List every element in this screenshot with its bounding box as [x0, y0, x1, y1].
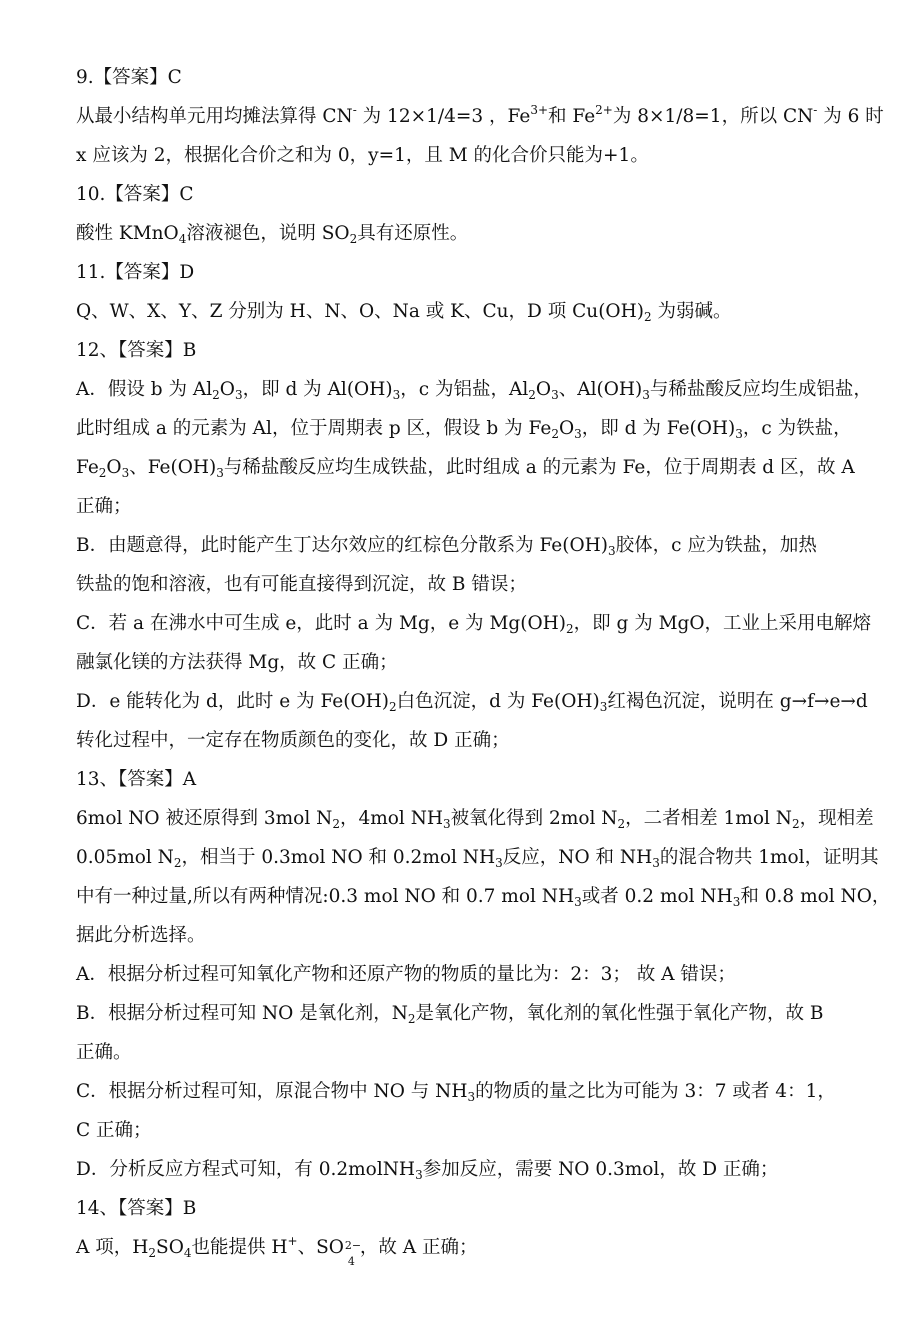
q13-analysis-line-2: 0.05mol $N_2$，相当于 0.3mol NO 和 0.2mol $NH_3$反应，NO 和 $NH_3$的混合物共 1mol，证明其 [76, 847, 879, 870]
q13-option-c-line-2: C 正确； [76, 1120, 152, 1141]
q12-option-a-line-2: 此时组成 a 的元素为 Al，位于周期表 p 区，假设 b 为 $Fe_2O_3$，即 d 为 $Fe(OH)_3$，c 为铁盐， [76, 418, 852, 441]
q12-option-d-line-1: D．e 能转化为 d，此时 e 为 $Fe(OH)_2$白色沉淀，d 为 $Fe(OH)_3$红褐色沉淀，说明在 g→f→e→d [76, 691, 868, 714]
q9-heading: 9.【答案】C [76, 67, 182, 88]
q10-heading: 10.【答案】C [76, 184, 194, 205]
q12-option-c-line-1: C．若 a 在沸水中可生成 e，此时 a 为 Mg，e 为 $Mg(OH)_2$，即 g 为 MgO，工业上采用电解熔 [76, 613, 872, 636]
q10-line-1: 酸性 KMnO$_4$溶液褪色，说明 $SO_2$具有还原性。 [76, 223, 469, 246]
q13-option-c-line-1: C．根据分析过程可知，原混合物中 NO 与 $NH_3$的物质的量之比为可能为 3：7 或者 4：1， [76, 1081, 836, 1104]
q12-option-a-line-1: A．假设 b 为 $Al_2O_3$，即 d 为 $Al(OH)_3$，c 为铝盐，$Al_2O_3$、$Al(OH)_3$与稀盐酸反应均生成铝盐， [76, 379, 872, 402]
q13-analysis-line-3: 中有一种过量,所以有两种情况:0.3 mol NO 和 0.7 mol $NH_3$或者 0.2 mol $NH_3$和 0.8 mol NO， [76, 886, 891, 909]
q14-option-a: A 项，$H_2SO_4$也能提供 H+、SO 2− 4 ，故 A 正确； [76, 1234, 478, 1268]
q13-option-b-line-2: 正确。 [76, 1042, 132, 1063]
q11-line-1: Q、W、X、Y、Z 分别为 H、N、O、Na 或 K、Cu，D 项 $Cu(OH)_2$ 为弱碱。 [76, 301, 732, 324]
q13-heading: 13、【答案】A [76, 769, 197, 790]
q12-option-a-line-3: $Fe_2O_3$、$Fe(OH)_3$与稀盐酸反应均生成铁盐，此时组成 a 的元素为 Fe，位于周期表 d 区，故 A [76, 457, 855, 480]
q9-line-2: x 应该为 2，根据化合价之和为 0，y=1，且 M 的化合价只能为+1。 [76, 145, 649, 166]
q13-analysis-line-4: 据此分析选择。 [76, 925, 206, 946]
q11-heading: 11.【答案】D [76, 262, 195, 283]
q14-heading: 14、【答案】B [76, 1198, 197, 1219]
q12-option-d-line-2: 转化过程中，一定存在物质颜色的变化，故 D 正确； [76, 730, 510, 751]
q12-option-c-line-2: 融氯化镁的方法获得 Mg，故 C 正确； [76, 652, 398, 673]
q13-option-d: D．分析反应方程式可知，有 0.2molNH$_3$参加反应，需要 NO 0.3mol，故 D 正确； [76, 1159, 779, 1182]
sulfate-ion-charge: 2− 4 [344, 1239, 362, 1268]
answer-explanations [76, 64, 891, 1268]
q12-option-b-line-1: B．由题意得，此时能产生丁达尔效应的红棕色分散系为 $Fe(OH)_3$胶体，c 应为铁盐，加热 [76, 535, 817, 558]
q9-line-1: 从最小结构单元用均摊法算得 CN- 为 12×1/4=3 ，$Fe^{3+}$和 $Fe^{2+}$为 8×1/8=1，所以 CN- 为 6 时 [76, 103, 884, 127]
q13-option-b-line-1: B．根据分析过程可知 NO 是氧化剂，$N_2$是氧化产物，氧化剂的氧化性强于氧化产物，故 B [76, 1003, 824, 1026]
q13-option-a: A．根据分析过程可知氧化产物和还原产物的物质的量比为：2：3； 故 A 错误； [76, 964, 736, 985]
q13-analysis-line-1: 6mol NO 被还原得到 3mol $N_2$，4mol $NH_3$被氧化得到 2mol $N_2$，二者相差 1mol $N_2$，现相差 [76, 808, 874, 831]
q12-option-b-line-2: 铁盐的饱和溶液，也有可能直接得到沉淀，故 B 错误； [76, 574, 527, 595]
q12-heading: 12、【答案】B [76, 340, 197, 361]
q12-option-a-line-4: 正确； [76, 496, 132, 517]
